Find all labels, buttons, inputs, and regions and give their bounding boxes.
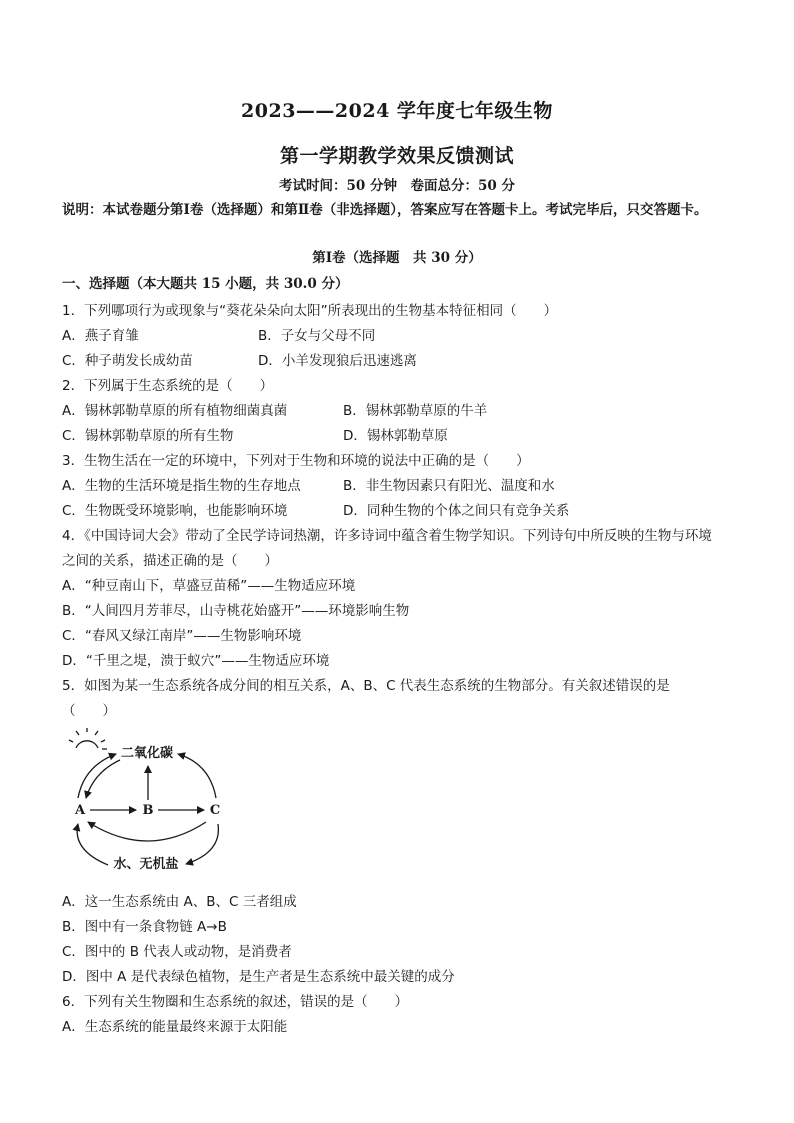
exam-title: 第一学期教学效果反馈测试 xyxy=(279,145,514,167)
question-2-stem: 2．下列属于生态系统的是（ ） xyxy=(62,378,274,394)
question-4-option-b: B．“人间四月芳菲尽，山寺桃花始盛开”——环境影响生物 xyxy=(62,603,410,619)
sun-icon xyxy=(69,728,107,749)
question-4-option-a: A．“种豆南山下，草盛豆苗稀”——生物适应环境 xyxy=(62,578,356,594)
question-2-option-c: C．锡林郭勒草原的所有生物 xyxy=(62,428,234,444)
question-5-option-b: B．图中有一条食物链 A→B xyxy=(62,919,227,935)
question-2-option-b: B．锡林郭勒草原的牛羊 xyxy=(343,403,488,419)
node-b-label: B xyxy=(142,803,154,818)
question-3-option-b: B．非生物因素只有阳光、温度和水 xyxy=(343,478,555,494)
question-4-stem-cont: 之间的关系，描述正确的是（ ） xyxy=(62,553,278,569)
question-1-option-d: D．小羊发现狼后迅速逃离 xyxy=(258,353,417,369)
arrow-a-to-co2 xyxy=(78,754,116,798)
question-2-option-a: A．锡林郭勒草原的所有植物细菌真菌 xyxy=(62,403,288,419)
node-c-label: C xyxy=(209,803,221,818)
question-3-stem: 3．生物生活在一定的环境中，下列对于生物和环境的说法中正确的是（ ） xyxy=(62,453,530,469)
question-1-option-c: C．种子萌发长成幼苗 xyxy=(62,353,193,369)
node-a-label: A xyxy=(74,803,86,818)
exam-title-year: 2023——2024 学年度七年级生物 xyxy=(241,100,553,122)
co2-label: 二氧化碳 xyxy=(120,746,174,761)
arrow-co2-to-a xyxy=(86,760,120,798)
arrow-c-to-co2 xyxy=(178,754,216,798)
question-5-option-c: C．图中的 B 代表人或动物，是消费者 xyxy=(62,944,292,960)
question-4-option-c: C．“春风又绿江南岸”——生物影响环境 xyxy=(62,628,302,644)
question-5-stem: 5．如图为某一生态系统各成分间的相互关系，A、B、C 代表生态系统的生物部分。有关叙述错误的是 xyxy=(62,678,670,694)
question-4-option-d: D．“千里之堤，溃于蚁穴”——生物适应环境 xyxy=(62,653,330,669)
exam-info: 考试时间：50 分钟 卷面总分：50 分 xyxy=(279,178,515,194)
question-3-option-a: A．生物的生活环境是指生物的生存地点 xyxy=(62,478,301,494)
question-3-option-c: C．生物既受环境影响，也能影响环境 xyxy=(62,503,288,519)
question-4-stem: 4．《中国诗词大会》带动了全民学诗词热潮，许多诗词中蕴含着生物学知识。下列诗句中所反映的生物与环境 xyxy=(62,528,712,544)
question-6-option-a: A．生态系统的能量最终来源于太阳能 xyxy=(62,1019,288,1035)
question-3-option-d: D．同种生物的个体之间只有竞争关系 xyxy=(343,503,570,519)
exam-instructions: 说明：本试卷题分第Ⅰ卷（选择题）和第Ⅱ卷（非选择题），答案应写在答题卡上。考试完毕后，只交答题卡。 xyxy=(62,202,708,218)
section-title: 第Ⅰ卷（选择题 共 30 分） xyxy=(312,250,482,266)
question-1-option-b: B．子女与父母不同 xyxy=(258,328,376,344)
water-salt-label: 水、无机盐 xyxy=(113,857,179,872)
question-5-option-a: A．这一生态系统由 A、B、C 三者组成 xyxy=(62,894,297,910)
ecosystem-diagram xyxy=(66,728,236,874)
question-1-stem: 1．下列哪项行为或现象与“葵花朵朵向太阳”所表现出的生物基本特征相同（ ） xyxy=(62,303,558,319)
question-6-stem: 6．下列有关生物圈和生态系统的叙述，错误的是（ ） xyxy=(62,994,409,1010)
part-title: 一、选择题（本大题共 15 小题，共 30.0 分） xyxy=(62,276,349,292)
arrow-c-to-a-inner xyxy=(88,822,206,841)
question-1-option-a: A．燕子育雏 xyxy=(62,328,139,344)
question-2-option-d: D．锡林郭勒草原 xyxy=(343,428,448,444)
question-5-stem-cont: （ ） xyxy=(62,703,116,719)
question-5-option-d: D．图中 A 是代表绿色植物，是生产者是生态系统中最关键的成分 xyxy=(62,969,455,985)
